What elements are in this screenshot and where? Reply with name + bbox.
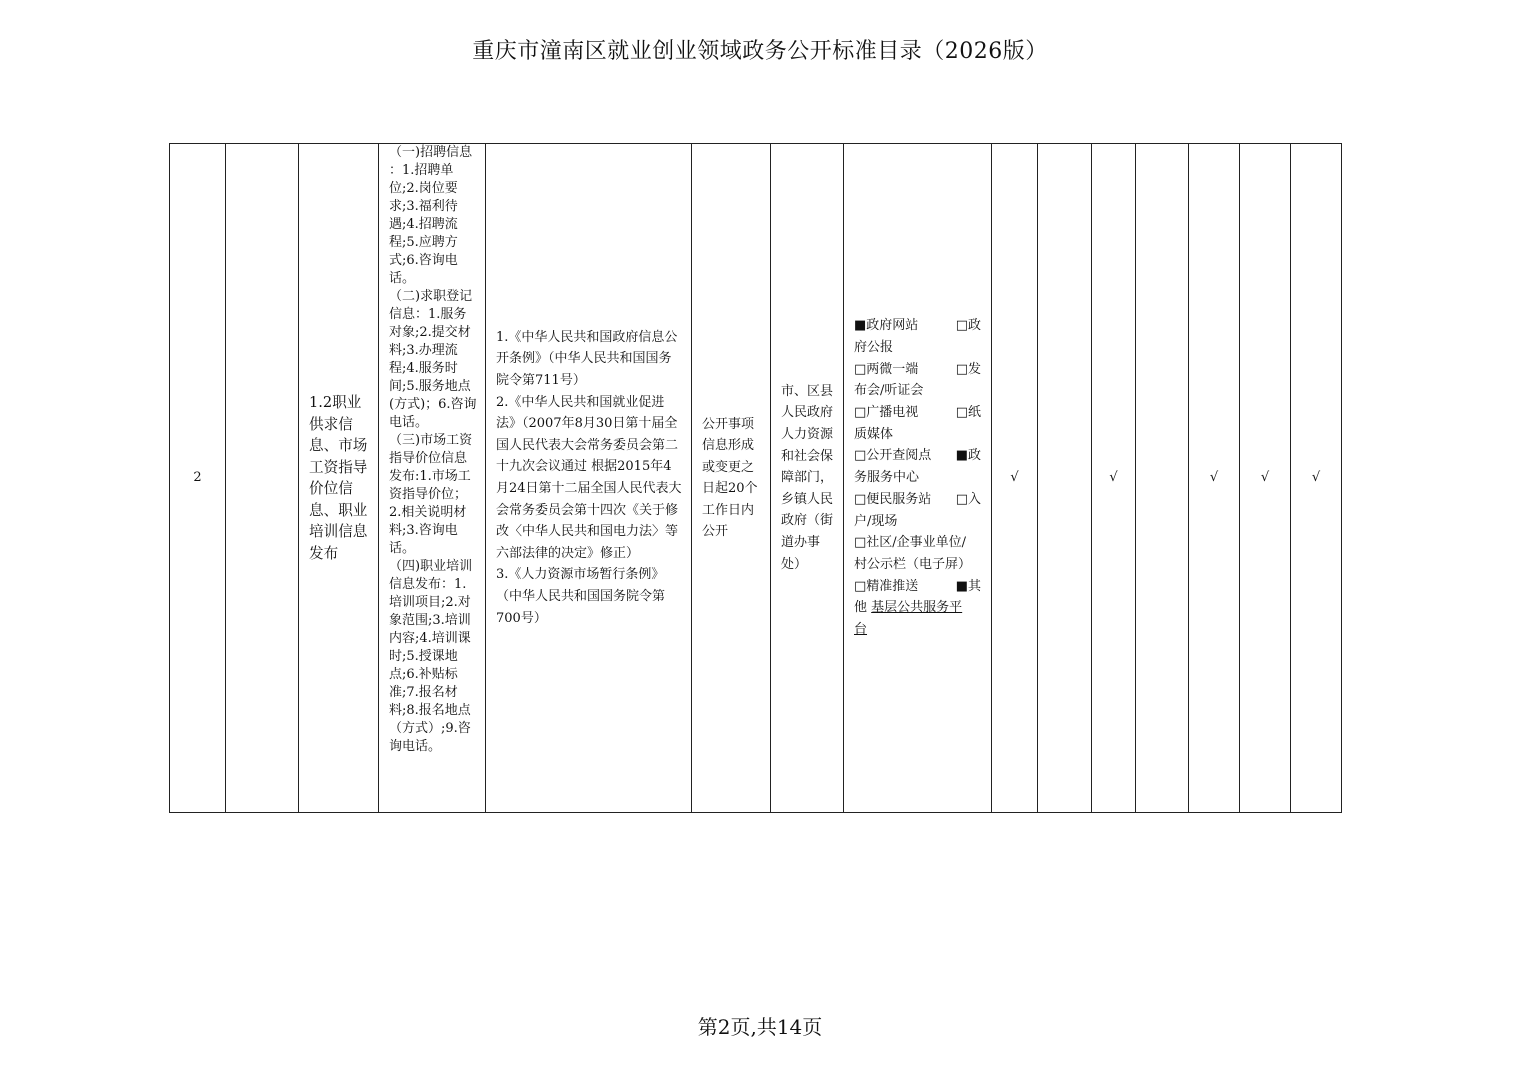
basis-3: 3.《人力资源市场暂行条例》（中华人民共和国国务院令第700号） [496,567,666,626]
content-part-2: （二)求职登记信息：1.服务对象;2.提交材料;3.办理流程;4.服务时间;5.服务地点(方式)；6.咨询电话。 [389,289,477,430]
table-row [170,144,1342,813]
channel-convenience-station: □便民服务站 [854,491,932,507]
content-cell [379,144,486,813]
subject-cell: 市、区县人民政府人力资源和社会保障部门，乡镇人民政府（街道办事处） [771,144,844,813]
channel-gov-website: ■政府网站 [854,318,919,334]
time-limit-cell: 公开事项信息形成或变更之日起20个工作日内公开 [692,144,771,813]
seq-cell: 2 [170,144,226,813]
empty-category-cell [226,144,299,813]
channel-other-detail-cont: 台 [854,622,868,638]
channel-service-center: ■政 [955,448,981,464]
channel-onsite-cont: 户/现场 [854,513,898,529]
channels-cell [844,144,992,813]
channel-bulletin-cont: 村公示栏（电子屏） [854,556,972,572]
channel-paper: □纸 [955,405,981,421]
channel-other-detail: 基层公共服务平 [871,600,963,616]
page-footer: 第2页,共14页 [697,1015,823,1039]
content-part-3: （三)市场工资指导价位信息发布:1.市场工资指导价位；2.相关说明材料;3.咨询电话。 [389,433,473,556]
channel-reading-point: □公开查阅点 [854,448,932,464]
channel-press-cont: 布会/听证会 [854,383,924,399]
document-title: 重庆市潼南区就业创业领域政务公开标准目录（2026版） [472,39,1048,64]
channel-precise-push: □精准推送 [854,578,919,594]
item-cell: 1.2职业供求信息、市场工资指导价位信息、职业培训信息发布 [299,144,379,813]
content-part-4: （四)职业培训信息发布：1.培训项目;2.对象范围;3.培训内容;4.培训课时;5.授课地点;6.补贴标准;7.报名材料;8.报名地点（方式）;9.咨询电话。 [389,559,473,754]
channel-broadcast: □广播电视 [854,405,919,421]
channel-press: □发 [955,361,981,377]
check-mark-1: √ [992,144,1038,813]
channel-weibo-wechat: □两微一端 [854,361,919,377]
basis-cell [486,144,692,813]
channel-gov-gazette: □政 [955,318,981,334]
check-mark-7: √ [1291,144,1342,813]
channel-service-center-cont: 务服务中心 [854,470,920,486]
channel-paper-cont: 质媒体 [854,426,894,442]
content-part-1: （一)招聘信息 ：1.招聘单位;2.岗位要求;3.福利待遇;4.招聘流程;5.应聘方式;6.咨询电话。 [389,145,473,286]
catalog-table [169,143,1342,813]
channel-onsite: □入 [955,491,981,507]
check-mark-5: √ [1189,144,1240,813]
check-mark-3: √ [1092,144,1136,813]
basis-1: 1.《中华人民共和国政府信息公开条例》（中华人民共和国国务院令第711号） [496,329,678,389]
basis-2: 2.《中华人民共和国就业促进法》（2007年8月30日第十届全国人民代表大会常务委员会第二十九次会议通过 根据2015年4月24日第十二届全国人民代表大会常务委员会第十四次《关于修改〈中华人民共和国电力法〉等六部法律的决定》修正） [496,394,682,561]
channel-other: ■其 [955,578,981,594]
check-mark-2 [1038,144,1092,813]
check-mark-6: √ [1240,144,1291,813]
channel-other-cont: 他 [854,600,868,616]
channel-bulletin: □社区/企事业单位/ [854,535,967,551]
check-mark-4 [1136,144,1189,813]
channel-gov-gazette-cont: 府公报 [854,339,894,355]
